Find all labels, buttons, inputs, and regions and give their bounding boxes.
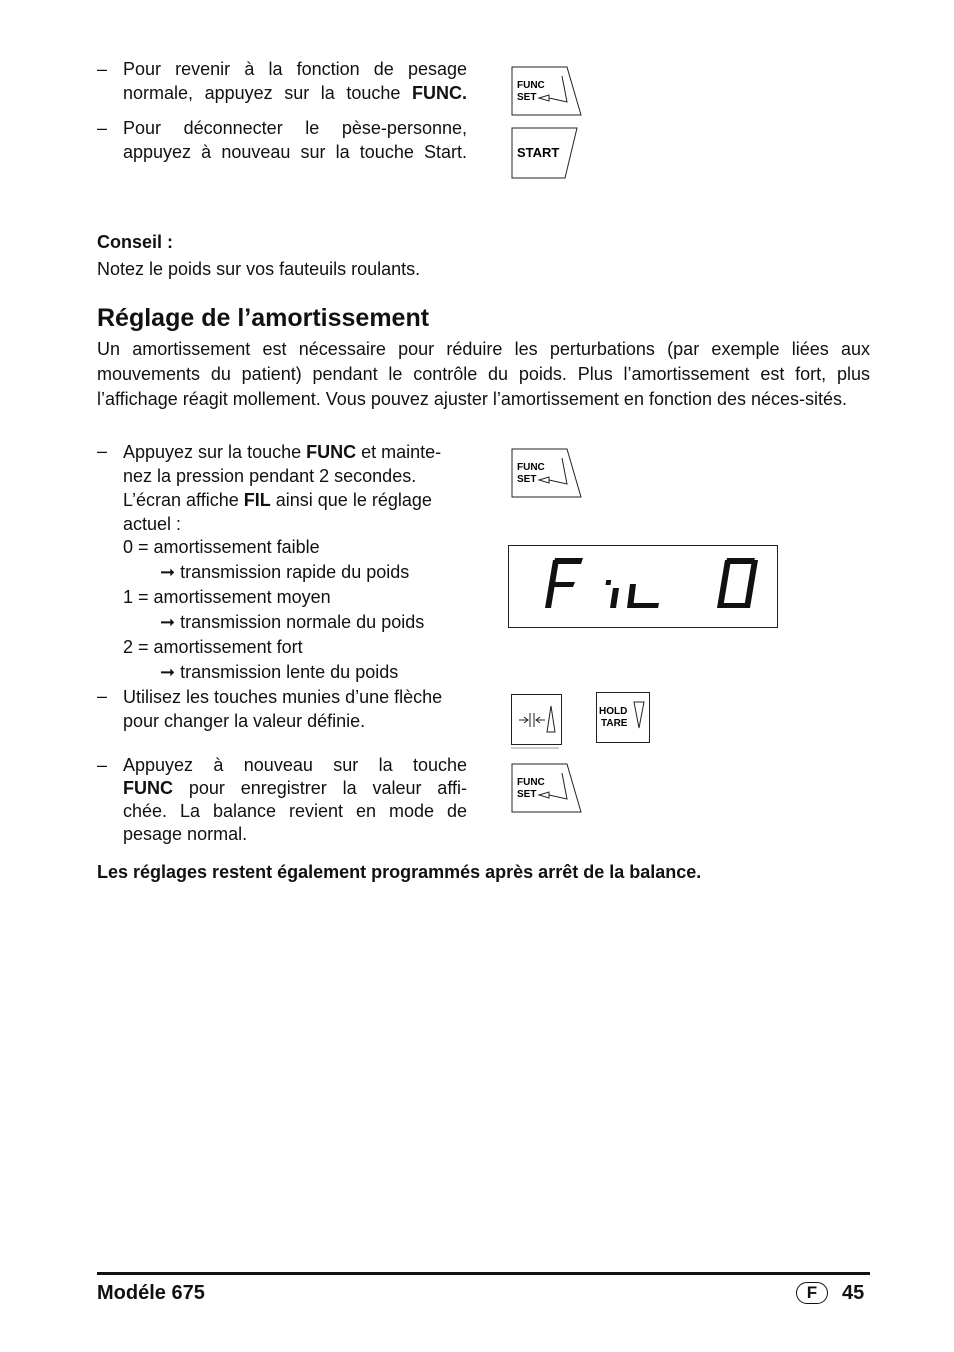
func-label: FUNC [517, 462, 545, 473]
footer-rule [97, 1272, 870, 1275]
footer-model: Modéle 675 [97, 1282, 205, 1304]
language-badge: F [796, 1282, 828, 1304]
bullet-dash: – [97, 755, 108, 775]
func-set-key-icon [511, 763, 583, 813]
lcd-digits-icon [509, 546, 777, 627]
option-1: 1 = amortissement moyen ➞ transmission normale du poids [123, 587, 425, 632]
bullet-dash: – [97, 118, 108, 138]
section-heading: Réglage de l’amortissement [97, 304, 430, 332]
func-label: FUNC [517, 80, 545, 91]
bullet-dash: – [97, 441, 108, 461]
step1-text: Appuyez sur la touche FUNC et mainte- nez la pression pendant 2 secondes. L’écran affiche FIL ainsi que le réglage actuel : [123, 442, 442, 534]
option-0: 0 = amortissement faible ➞ transmission rapide du poids [123, 537, 410, 582]
hold-label: HOLD [599, 706, 628, 717]
tip-title: Conseil : [97, 232, 174, 252]
set-label: SET [517, 474, 537, 485]
tare-label: TARE [601, 718, 628, 729]
page-number: 45 [842, 1282, 865, 1304]
hold-tare-key-icon [596, 692, 651, 744]
tip-text: Notez le poids sur vos fauteuils roulants. [97, 259, 421, 279]
settings-note: Les réglages restent également programmés après arrêt de la balance. [97, 862, 702, 882]
lcd-text [777, 546, 778, 547]
func-set-key-icon [511, 448, 583, 498]
set-label: SET [517, 789, 537, 800]
func-label: FUNC [517, 777, 545, 788]
step2-text: Utilisez les touches munies d’une flèche pour changer la valeur définie. [123, 687, 443, 731]
instruction-disconnect: Pour déconnecter le pèse-personne, appuyez à nouveau sur la touche Start. [123, 118, 467, 162]
instruction-return-weighing: Pour revenir à la fonction de pesage normale, appuyez sur la touche FUNC. [123, 59, 467, 103]
option-2: 2 = amortissement fort ➞ transmission lente du poids [123, 637, 399, 682]
set-label: SET [517, 92, 537, 103]
arrow-key-icon [511, 694, 563, 750]
lcd-display [508, 545, 778, 628]
step3-text: Appuyez à nouveau sur la touche FUNC pour enregistrer la valeur affi- chée. La balance revient en mode de pesage normal. [123, 755, 467, 844]
bullet-dash: – [97, 59, 108, 79]
start-label: START [517, 145, 560, 160]
start-key-icon [511, 127, 579, 179]
func-set-key-icon [511, 66, 583, 116]
section-intro: Un amortissement est nécessaire pour réduire les perturbations (par exemple liées aux mouvements du patient) pendant le contrôle du poids. Plus l’amortissement est fort, plus l’affichage réagit mollement. Vous pouvez ajuster l’amortissement en fonction des néces-sités. [97, 339, 870, 409]
bullet-dash: – [97, 686, 108, 706]
